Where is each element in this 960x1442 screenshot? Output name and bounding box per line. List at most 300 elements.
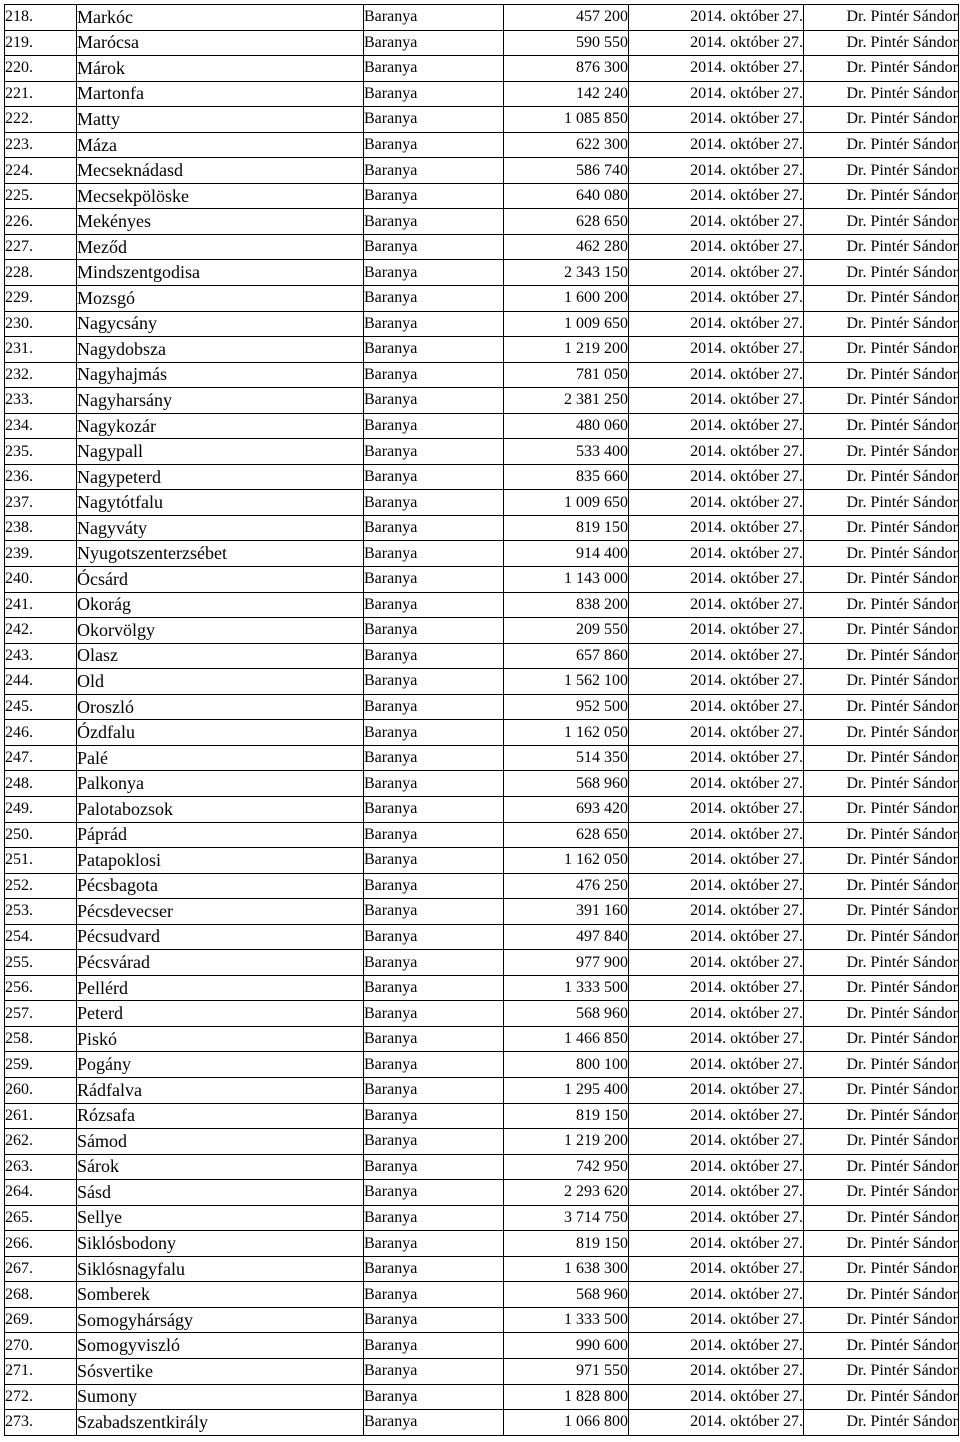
settlement-name: Mekényes bbox=[77, 209, 364, 235]
amount-value: 568 960 bbox=[504, 771, 629, 797]
amount-value: 1 295 400 bbox=[504, 1077, 629, 1103]
decision-date: 2014. október 27. bbox=[629, 1410, 804, 1436]
settlement-name: Sárok bbox=[77, 1154, 364, 1180]
row-number: 223. bbox=[5, 132, 77, 158]
signatory-name: Dr. Pintér Sándor bbox=[804, 439, 959, 465]
row-number: 245. bbox=[5, 694, 77, 720]
settlement-name: Pogány bbox=[77, 1052, 364, 1078]
amount-value: 628 650 bbox=[504, 209, 629, 235]
amount-value: 1 162 050 bbox=[504, 848, 629, 874]
table-row bbox=[5, 1001, 959, 1027]
table-row bbox=[5, 1231, 959, 1257]
decision-date: 2014. október 27. bbox=[629, 745, 804, 771]
decision-date: 2014. október 27. bbox=[629, 515, 804, 541]
row-number: 233. bbox=[5, 388, 77, 414]
row-number: 239. bbox=[5, 541, 77, 567]
county-name: Baranya bbox=[364, 1307, 504, 1333]
amount-value: 1 085 850 bbox=[504, 107, 629, 133]
signatory-name: Dr. Pintér Sándor bbox=[804, 209, 959, 235]
amount-value: 693 420 bbox=[504, 796, 629, 822]
decision-date: 2014. október 27. bbox=[629, 30, 804, 56]
table-row bbox=[5, 771, 959, 797]
table-row bbox=[5, 1180, 959, 1206]
signatory-name: Dr. Pintér Sándor bbox=[804, 924, 959, 950]
table-row bbox=[5, 30, 959, 56]
settlement-name: Rádfalva bbox=[77, 1077, 364, 1103]
table-row bbox=[5, 1384, 959, 1410]
signatory-name: Dr. Pintér Sándor bbox=[804, 1410, 959, 1436]
signatory-name: Dr. Pintér Sándor bbox=[804, 1358, 959, 1384]
settlement-name: Nagyváty bbox=[77, 515, 364, 541]
decision-date: 2014. október 27. bbox=[629, 822, 804, 848]
settlement-name: Nagypall bbox=[77, 439, 364, 465]
amount-value: 977 900 bbox=[504, 950, 629, 976]
county-name: Baranya bbox=[364, 388, 504, 414]
table-row bbox=[5, 1026, 959, 1052]
table-row bbox=[5, 567, 959, 593]
table-row bbox=[5, 899, 959, 925]
settlement-name: Nagytótfalu bbox=[77, 490, 364, 516]
row-number: 237. bbox=[5, 490, 77, 516]
settlement-name: Mindszentgodisa bbox=[77, 260, 364, 286]
table-row bbox=[5, 1205, 959, 1231]
decision-date: 2014. október 27. bbox=[629, 286, 804, 312]
row-number: 246. bbox=[5, 720, 77, 746]
amount-value: 209 550 bbox=[504, 618, 629, 644]
county-name: Baranya bbox=[364, 158, 504, 184]
county-name: Baranya bbox=[364, 1333, 504, 1359]
table-row bbox=[5, 1077, 959, 1103]
grant-table bbox=[4, 4, 959, 1436]
county-name: Baranya bbox=[364, 1205, 504, 1231]
signatory-name: Dr. Pintér Sándor bbox=[804, 848, 959, 874]
county-name: Baranya bbox=[364, 694, 504, 720]
county-name: Baranya bbox=[364, 1026, 504, 1052]
settlement-name: Szabadszentkirály bbox=[77, 1410, 364, 1436]
table-row bbox=[5, 745, 959, 771]
decision-date: 2014. október 27. bbox=[629, 388, 804, 414]
table-row bbox=[5, 848, 959, 874]
decision-date: 2014. október 27. bbox=[629, 567, 804, 593]
settlement-name: Sámod bbox=[77, 1129, 364, 1155]
signatory-name: Dr. Pintér Sándor bbox=[804, 337, 959, 363]
table-row bbox=[5, 311, 959, 337]
county-name: Baranya bbox=[364, 286, 504, 312]
settlement-name: Páprád bbox=[77, 822, 364, 848]
amount-value: 1 143 000 bbox=[504, 567, 629, 593]
table-row bbox=[5, 439, 959, 465]
amount-value: 2 293 620 bbox=[504, 1180, 629, 1206]
amount-value: 514 350 bbox=[504, 745, 629, 771]
decision-date: 2014. október 27. bbox=[629, 362, 804, 388]
signatory-name: Dr. Pintér Sándor bbox=[804, 1052, 959, 1078]
row-number: 219. bbox=[5, 30, 77, 56]
signatory-name: Dr. Pintér Sándor bbox=[804, 388, 959, 414]
amount-value: 1 638 300 bbox=[504, 1256, 629, 1282]
table-body bbox=[5, 5, 959, 1436]
decision-date: 2014. október 27. bbox=[629, 694, 804, 720]
row-number: 249. bbox=[5, 796, 77, 822]
table-row bbox=[5, 362, 959, 388]
county-name: Baranya bbox=[364, 950, 504, 976]
county-name: Baranya bbox=[364, 1077, 504, 1103]
decision-date: 2014. október 27. bbox=[629, 260, 804, 286]
signatory-name: Dr. Pintér Sándor bbox=[804, 183, 959, 209]
row-number: 228. bbox=[5, 260, 77, 286]
decision-date: 2014. október 27. bbox=[629, 1333, 804, 1359]
amount-value: 1 828 800 bbox=[504, 1384, 629, 1410]
amount-value: 876 300 bbox=[504, 56, 629, 82]
county-name: Baranya bbox=[364, 1256, 504, 1282]
signatory-name: Dr. Pintér Sándor bbox=[804, 56, 959, 82]
decision-date: 2014. október 27. bbox=[629, 924, 804, 950]
row-number: 272. bbox=[5, 1384, 77, 1410]
settlement-name: Somberek bbox=[77, 1282, 364, 1308]
decision-date: 2014. október 27. bbox=[629, 413, 804, 439]
table-row bbox=[5, 1103, 959, 1129]
signatory-name: Dr. Pintér Sándor bbox=[804, 260, 959, 286]
row-number: 224. bbox=[5, 158, 77, 184]
decision-date: 2014. október 27. bbox=[629, 771, 804, 797]
settlement-name: Siklósnagyfalu bbox=[77, 1256, 364, 1282]
county-name: Baranya bbox=[364, 848, 504, 874]
signatory-name: Dr. Pintér Sándor bbox=[804, 1103, 959, 1129]
county-name: Baranya bbox=[364, 30, 504, 56]
settlement-name: Nagydobsza bbox=[77, 337, 364, 363]
decision-date: 2014. október 27. bbox=[629, 1307, 804, 1333]
settlement-name: Nyugotszenterzsébet bbox=[77, 541, 364, 567]
row-number: 251. bbox=[5, 848, 77, 874]
row-number: 227. bbox=[5, 234, 77, 260]
amount-value: 476 250 bbox=[504, 873, 629, 899]
decision-date: 2014. október 27. bbox=[629, 1180, 804, 1206]
decision-date: 2014. október 27. bbox=[629, 873, 804, 899]
signatory-name: Dr. Pintér Sándor bbox=[804, 822, 959, 848]
row-number: 231. bbox=[5, 337, 77, 363]
signatory-name: Dr. Pintér Sándor bbox=[804, 362, 959, 388]
table-row bbox=[5, 1154, 959, 1180]
county-name: Baranya bbox=[364, 1358, 504, 1384]
county-name: Baranya bbox=[364, 1001, 504, 1027]
decision-date: 2014. október 27. bbox=[629, 848, 804, 874]
county-name: Baranya bbox=[364, 183, 504, 209]
decision-date: 2014. október 27. bbox=[629, 1205, 804, 1231]
decision-date: 2014. október 27. bbox=[629, 1282, 804, 1308]
signatory-name: Dr. Pintér Sándor bbox=[804, 643, 959, 669]
decision-date: 2014. október 27. bbox=[629, 439, 804, 465]
county-name: Baranya bbox=[364, 643, 504, 669]
row-number: 261. bbox=[5, 1103, 77, 1129]
signatory-name: Dr. Pintér Sándor bbox=[804, 1282, 959, 1308]
county-name: Baranya bbox=[364, 1384, 504, 1410]
row-number: 242. bbox=[5, 618, 77, 644]
decision-date: 2014. október 27. bbox=[629, 464, 804, 490]
settlement-name: Nagycsány bbox=[77, 311, 364, 337]
amount-value: 586 740 bbox=[504, 158, 629, 184]
row-number: 238. bbox=[5, 515, 77, 541]
row-number: 236. bbox=[5, 464, 77, 490]
row-number: 258. bbox=[5, 1026, 77, 1052]
settlement-name: Martonfa bbox=[77, 81, 364, 107]
table-row bbox=[5, 1307, 959, 1333]
row-number: 244. bbox=[5, 669, 77, 695]
row-number: 229. bbox=[5, 286, 77, 312]
settlement-name: Okorág bbox=[77, 592, 364, 618]
signatory-name: Dr. Pintér Sándor bbox=[804, 541, 959, 567]
signatory-name: Dr. Pintér Sándor bbox=[804, 234, 959, 260]
county-name: Baranya bbox=[364, 1154, 504, 1180]
signatory-name: Dr. Pintér Sándor bbox=[804, 1384, 959, 1410]
county-name: Baranya bbox=[364, 567, 504, 593]
signatory-name: Dr. Pintér Sándor bbox=[804, 567, 959, 593]
settlement-name: Okorvölgy bbox=[77, 618, 364, 644]
settlement-name: Olasz bbox=[77, 643, 364, 669]
decision-date: 2014. október 27. bbox=[629, 1001, 804, 1027]
settlement-name: Pécsudvard bbox=[77, 924, 364, 950]
row-number: 218. bbox=[5, 5, 77, 31]
row-number: 260. bbox=[5, 1077, 77, 1103]
signatory-name: Dr. Pintér Sándor bbox=[804, 1026, 959, 1052]
row-number: 252. bbox=[5, 873, 77, 899]
row-number: 221. bbox=[5, 81, 77, 107]
county-name: Baranya bbox=[364, 107, 504, 133]
settlement-name: Peterd bbox=[77, 1001, 364, 1027]
table-row bbox=[5, 464, 959, 490]
amount-value: 990 600 bbox=[504, 1333, 629, 1359]
row-number: 256. bbox=[5, 975, 77, 1001]
decision-date: 2014. október 27. bbox=[629, 796, 804, 822]
signatory-name: Dr. Pintér Sándor bbox=[804, 490, 959, 516]
settlement-name: Meződ bbox=[77, 234, 364, 260]
amount-value: 533 400 bbox=[504, 439, 629, 465]
county-name: Baranya bbox=[364, 1129, 504, 1155]
table-row bbox=[5, 286, 959, 312]
decision-date: 2014. október 27. bbox=[629, 643, 804, 669]
county-name: Baranya bbox=[364, 260, 504, 286]
county-name: Baranya bbox=[364, 873, 504, 899]
table-row bbox=[5, 1282, 959, 1308]
row-number: 268. bbox=[5, 1282, 77, 1308]
table-row bbox=[5, 5, 959, 31]
settlement-name: Nagyhajmás bbox=[77, 362, 364, 388]
decision-date: 2014. október 27. bbox=[629, 234, 804, 260]
amount-value: 3 714 750 bbox=[504, 1205, 629, 1231]
signatory-name: Dr. Pintér Sándor bbox=[804, 694, 959, 720]
decision-date: 2014. október 27. bbox=[629, 56, 804, 82]
table-row bbox=[5, 592, 959, 618]
row-number: 264. bbox=[5, 1180, 77, 1206]
settlement-name: Mecseknádasd bbox=[77, 158, 364, 184]
row-number: 269. bbox=[5, 1307, 77, 1333]
table-row bbox=[5, 413, 959, 439]
county-name: Baranya bbox=[364, 209, 504, 235]
county-name: Baranya bbox=[364, 464, 504, 490]
decision-date: 2014. október 27. bbox=[629, 1154, 804, 1180]
signatory-name: Dr. Pintér Sándor bbox=[804, 464, 959, 490]
table-row bbox=[5, 183, 959, 209]
amount-value: 838 200 bbox=[504, 592, 629, 618]
decision-date: 2014. október 27. bbox=[629, 158, 804, 184]
settlement-name: Palé bbox=[77, 745, 364, 771]
settlement-name: Pellérd bbox=[77, 975, 364, 1001]
row-number: 253. bbox=[5, 899, 77, 925]
settlement-name: Pécsbagota bbox=[77, 873, 364, 899]
signatory-name: Dr. Pintér Sándor bbox=[804, 1307, 959, 1333]
decision-date: 2014. október 27. bbox=[629, 183, 804, 209]
settlement-name: Siklósbodony bbox=[77, 1231, 364, 1257]
amount-value: 640 080 bbox=[504, 183, 629, 209]
signatory-name: Dr. Pintér Sándor bbox=[804, 1231, 959, 1257]
table-row bbox=[5, 158, 959, 184]
amount-value: 819 150 bbox=[504, 515, 629, 541]
signatory-name: Dr. Pintér Sándor bbox=[804, 975, 959, 1001]
amount-value: 781 050 bbox=[504, 362, 629, 388]
county-name: Baranya bbox=[364, 413, 504, 439]
table-row bbox=[5, 541, 959, 567]
row-number: 259. bbox=[5, 1052, 77, 1078]
settlement-name: Sumony bbox=[77, 1384, 364, 1410]
decision-date: 2014. október 27. bbox=[629, 1129, 804, 1155]
row-number: 222. bbox=[5, 107, 77, 133]
settlement-name: Pécsdevecser bbox=[77, 899, 364, 925]
decision-date: 2014. október 27. bbox=[629, 720, 804, 746]
settlement-name: Ócsárd bbox=[77, 567, 364, 593]
table-row bbox=[5, 1358, 959, 1384]
settlement-name: Palotabozsok bbox=[77, 796, 364, 822]
amount-value: 457 200 bbox=[504, 5, 629, 31]
decision-date: 2014. október 27. bbox=[629, 592, 804, 618]
county-name: Baranya bbox=[364, 515, 504, 541]
settlement-name: Sellye bbox=[77, 1205, 364, 1231]
table-row bbox=[5, 975, 959, 1001]
table-row bbox=[5, 81, 959, 107]
county-name: Baranya bbox=[364, 1103, 504, 1129]
amount-value: 1 009 650 bbox=[504, 490, 629, 516]
settlement-name: Sósvertike bbox=[77, 1358, 364, 1384]
settlement-name: Nagypeterd bbox=[77, 464, 364, 490]
decision-date: 2014. október 27. bbox=[629, 1052, 804, 1078]
amount-value: 142 240 bbox=[504, 81, 629, 107]
settlement-name: Markóc bbox=[77, 5, 364, 31]
signatory-name: Dr. Pintér Sándor bbox=[804, 286, 959, 312]
decision-date: 2014. október 27. bbox=[629, 81, 804, 107]
amount-value: 952 500 bbox=[504, 694, 629, 720]
county-name: Baranya bbox=[364, 132, 504, 158]
amount-value: 391 160 bbox=[504, 899, 629, 925]
table-row bbox=[5, 107, 959, 133]
table-row bbox=[5, 618, 959, 644]
amount-value: 1 009 650 bbox=[504, 311, 629, 337]
row-number: 220. bbox=[5, 56, 77, 82]
signatory-name: Dr. Pintér Sándor bbox=[804, 5, 959, 31]
decision-date: 2014. október 27. bbox=[629, 1384, 804, 1410]
signatory-name: Dr. Pintér Sándor bbox=[804, 132, 959, 158]
signatory-name: Dr. Pintér Sándor bbox=[804, 107, 959, 133]
settlement-name: Rózsafa bbox=[77, 1103, 364, 1129]
county-name: Baranya bbox=[364, 490, 504, 516]
row-number: 232. bbox=[5, 362, 77, 388]
amount-value: 568 960 bbox=[504, 1282, 629, 1308]
row-number: 270. bbox=[5, 1333, 77, 1359]
row-number: 257. bbox=[5, 1001, 77, 1027]
signatory-name: Dr. Pintér Sándor bbox=[804, 311, 959, 337]
county-name: Baranya bbox=[364, 592, 504, 618]
settlement-name: Oroszló bbox=[77, 694, 364, 720]
settlement-name: Marócsa bbox=[77, 30, 364, 56]
table-row bbox=[5, 1256, 959, 1282]
amount-value: 657 860 bbox=[504, 643, 629, 669]
row-number: 273. bbox=[5, 1410, 77, 1436]
decision-date: 2014. október 27. bbox=[629, 618, 804, 644]
table-row bbox=[5, 694, 959, 720]
table-row bbox=[5, 720, 959, 746]
signatory-name: Dr. Pintér Sándor bbox=[804, 515, 959, 541]
decision-date: 2014. október 27. bbox=[629, 490, 804, 516]
table-row bbox=[5, 796, 959, 822]
settlement-name: Nagykozár bbox=[77, 413, 364, 439]
amount-value: 628 650 bbox=[504, 822, 629, 848]
amount-value: 835 660 bbox=[504, 464, 629, 490]
decision-date: 2014. október 27. bbox=[629, 337, 804, 363]
signatory-name: Dr. Pintér Sándor bbox=[804, 1180, 959, 1206]
signatory-name: Dr. Pintér Sándor bbox=[804, 1154, 959, 1180]
county-name: Baranya bbox=[364, 618, 504, 644]
decision-date: 2014. október 27. bbox=[629, 1077, 804, 1103]
signatory-name: Dr. Pintér Sándor bbox=[804, 30, 959, 56]
decision-date: 2014. október 27. bbox=[629, 132, 804, 158]
table-row bbox=[5, 1410, 959, 1436]
amount-value: 971 550 bbox=[504, 1358, 629, 1384]
decision-date: 2014. október 27. bbox=[629, 541, 804, 567]
table-row bbox=[5, 209, 959, 235]
amount-value: 819 150 bbox=[504, 1103, 629, 1129]
row-number: 250. bbox=[5, 822, 77, 848]
county-name: Baranya bbox=[364, 362, 504, 388]
decision-date: 2014. október 27. bbox=[629, 5, 804, 31]
county-name: Baranya bbox=[364, 975, 504, 1001]
county-name: Baranya bbox=[364, 720, 504, 746]
signatory-name: Dr. Pintér Sándor bbox=[804, 669, 959, 695]
county-name: Baranya bbox=[364, 669, 504, 695]
table-row bbox=[5, 234, 959, 260]
amount-value: 1 333 500 bbox=[504, 975, 629, 1001]
settlement-name: Márok bbox=[77, 56, 364, 82]
county-name: Baranya bbox=[364, 56, 504, 82]
decision-date: 2014. október 27. bbox=[629, 950, 804, 976]
settlement-name: Somogyhárságy bbox=[77, 1307, 364, 1333]
decision-date: 2014. október 27. bbox=[629, 899, 804, 925]
decision-date: 2014. október 27. bbox=[629, 669, 804, 695]
row-number: 243. bbox=[5, 643, 77, 669]
decision-date: 2014. október 27. bbox=[629, 107, 804, 133]
settlement-name: Máza bbox=[77, 132, 364, 158]
decision-date: 2014. október 27. bbox=[629, 1103, 804, 1129]
amount-value: 1 219 200 bbox=[504, 337, 629, 363]
settlement-name: Nagyharsány bbox=[77, 388, 364, 414]
signatory-name: Dr. Pintér Sándor bbox=[804, 158, 959, 184]
signatory-name: Dr. Pintér Sándor bbox=[804, 1077, 959, 1103]
signatory-name: Dr. Pintér Sándor bbox=[804, 899, 959, 925]
table-row bbox=[5, 924, 959, 950]
settlement-name: Sásd bbox=[77, 1180, 364, 1206]
decision-date: 2014. október 27. bbox=[629, 1358, 804, 1384]
decision-date: 2014. október 27. bbox=[629, 209, 804, 235]
amount-value: 1 333 500 bbox=[504, 1307, 629, 1333]
table-row bbox=[5, 822, 959, 848]
row-number: 225. bbox=[5, 183, 77, 209]
row-number: 265. bbox=[5, 1205, 77, 1231]
signatory-name: Dr. Pintér Sándor bbox=[804, 1205, 959, 1231]
